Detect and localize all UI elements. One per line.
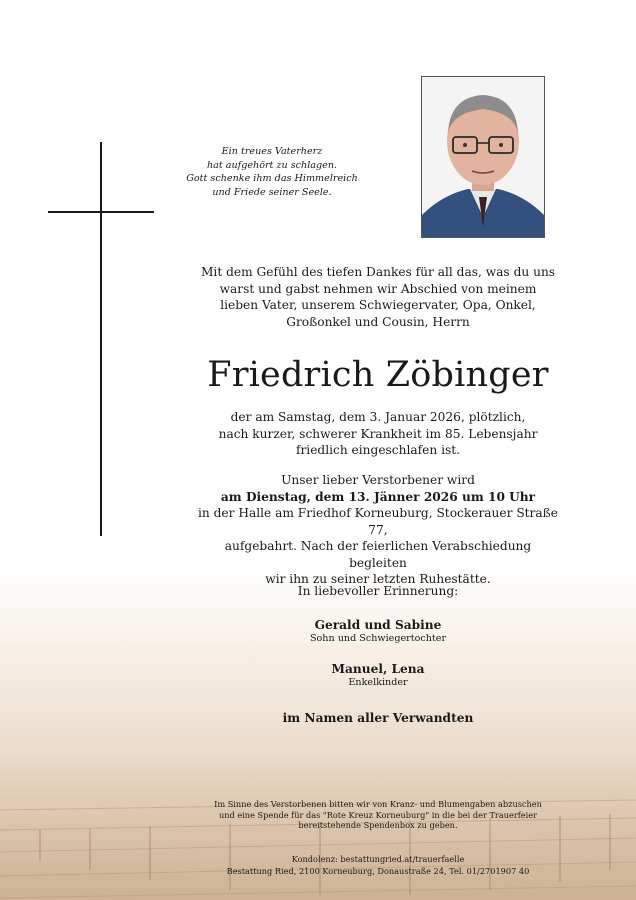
quote-line: hat aufgehört zu schlagen. xyxy=(206,159,338,171)
condolence-link[interactable]: Kondolenz: bestattungried.at/trauerfaelle xyxy=(291,854,465,864)
family-names: Manuel, Lena xyxy=(331,662,425,676)
portrait-photo xyxy=(421,76,545,238)
quote-line: Gott schenke ihm das Himmelreich xyxy=(186,173,358,184)
announcement-line: Unser lieber Verstorbener wird xyxy=(281,473,475,487)
announcement-line: in der Halle am Friedhof Korneuburg, Stockerauer Straße 77, xyxy=(198,506,559,537)
announcement-line: aufgebahrt. Nach der feierlichen Verabschiedung begleiten xyxy=(224,539,532,570)
intro-text xyxy=(198,264,558,330)
funeral-date: am Dienstag, dem 13. Jänner 2026 um 10 Uhr xyxy=(220,489,536,504)
family-names: Gerald und Sabine xyxy=(314,618,442,632)
cross-vertical-bar xyxy=(100,142,102,536)
notice-line: Im Sinne des Verstorbenen bitten wir von Kranz- und Blumengaben abzuschen xyxy=(214,799,542,809)
family-member-group xyxy=(198,617,558,645)
quote-line: Ein treues Vaterherz xyxy=(221,146,323,157)
memorial-quote xyxy=(162,145,382,199)
donation-notice xyxy=(188,799,568,831)
family-relation: Sohn und Schwiegertochter xyxy=(309,633,447,644)
notice-line: und eine Spende für das "Rote Kreuz Korneuburg" in die bei der Trauerfeier xyxy=(218,809,538,820)
family-relation: Enkelkinder xyxy=(348,677,408,688)
cross-horizontal-bar xyxy=(48,211,154,213)
family-member-group xyxy=(198,661,558,689)
deceased-name: Friedrich Zöbinger xyxy=(207,355,549,395)
memory-label: In liebevoller Erinnerung: xyxy=(297,584,459,598)
notice-line: bereitstehende Spendenbox zu geben. xyxy=(298,820,458,830)
vineyard-rows-illustration xyxy=(0,770,636,900)
all-relatives: im Namen aller Verwandten xyxy=(282,711,474,725)
intro-line: warst und gabst nehmen wir Abschied von meinem xyxy=(219,281,537,296)
intro-line: Großonkel und Cousin, Herrn xyxy=(286,314,470,329)
details-line: friedlich eingeschlafen ist. xyxy=(295,443,461,457)
details-line: der am Samstag, dem 3. Januar 2026, plötzlich, xyxy=(230,410,526,424)
contact-info xyxy=(188,854,568,877)
funeral-announcement xyxy=(198,472,558,588)
death-details xyxy=(198,409,558,459)
details-line: nach kurzer, schwerer Krankheit im 85. Lebensjahr xyxy=(218,426,538,441)
funeral-home-address: Bestattung Ried, 2100 Korneuburg, Donaustraße 24, Tel. 01/2701907 40 xyxy=(226,865,530,876)
announcement-line: wir ihn zu seiner letzten Ruhestätte. xyxy=(265,572,491,586)
intro-line: Mit dem Gefühl des tiefen Dankes für all das, was du uns xyxy=(200,265,556,279)
quote-line: und Friede seiner Seele. xyxy=(212,186,332,198)
intro-line: lieben Vater, unserem Schwiegervater, Opa, Onkel, xyxy=(220,298,536,312)
